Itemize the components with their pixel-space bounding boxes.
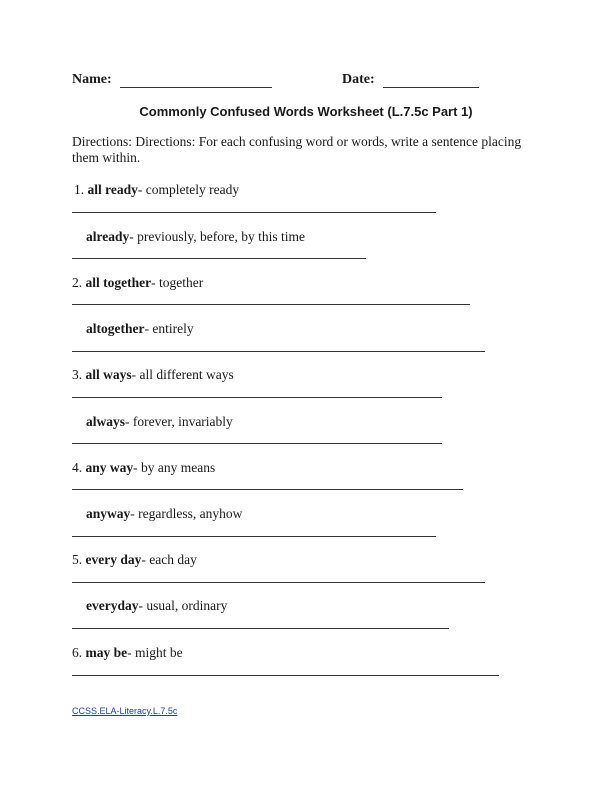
item-definition: - entirely [144, 321, 194, 336]
answer-line [72, 675, 499, 676]
item-term: every day [85, 552, 142, 567]
item-number: 2. [72, 275, 83, 290]
item-definition: - might be [127, 645, 183, 660]
name-blank-line [120, 73, 272, 88]
directions-text: Directions: Directions: For each confusing word or words, write a sentence placing them within. [72, 134, 522, 165]
date-label: Date: [342, 72, 375, 87]
standard-link[interactable]: CCSS.ELA-Literacy.L.7.5c [72, 706, 178, 716]
name-field [72, 72, 272, 88]
answer-line [72, 628, 449, 629]
item-term: all ready [87, 182, 138, 197]
item-number: 4. [72, 460, 83, 475]
item-term: all ways [85, 367, 132, 382]
item-term: always [86, 414, 126, 429]
date-field [342, 72, 479, 88]
answer-line [72, 304, 470, 305]
item-entry [86, 229, 305, 245]
item-definition: - usual, ordinary [138, 598, 228, 613]
item-term: may be [85, 645, 128, 660]
item-term: already [86, 229, 130, 244]
item-entry [72, 460, 215, 476]
item-term: any way [85, 460, 134, 475]
item-definition: - forever, invariably [125, 414, 233, 429]
answer-line [72, 536, 436, 537]
item-number: 5. [72, 552, 83, 567]
header-row [72, 72, 542, 92]
item-entry [86, 321, 194, 337]
item-entry [72, 645, 183, 661]
item-entry [86, 506, 242, 522]
answer-line [72, 258, 366, 259]
item-term: anyway [86, 506, 131, 521]
answer-line [72, 351, 485, 352]
answer-line [72, 489, 463, 490]
item-definition: - together [151, 275, 204, 290]
item-number: 6. [72, 645, 83, 660]
name-label: Name: [72, 72, 112, 87]
item-term: everyday [86, 598, 139, 613]
date-blank-line [383, 73, 479, 88]
worksheet-title: Commonly Confused Words Worksheet (L.7.5c Part 1) [139, 104, 473, 119]
item-definition: - previously, before, by this time [129, 229, 305, 244]
item-entry [72, 367, 234, 383]
item-entry [86, 598, 227, 614]
item-entry [86, 414, 233, 430]
item-definition: - regardless, anyhow [130, 506, 243, 521]
item-number: 3. [72, 367, 83, 382]
item-definition: - completely ready [137, 182, 240, 197]
answer-line [72, 397, 442, 398]
item-definition: - all different ways [131, 367, 234, 382]
item-definition: - each day [141, 552, 197, 567]
answer-line [72, 443, 442, 444]
answer-line [72, 212, 436, 213]
item-entry [74, 182, 239, 198]
item-term: all together [85, 275, 152, 290]
item-entry [72, 275, 203, 291]
item-term: altogether [86, 321, 145, 336]
answer-line [72, 582, 485, 583]
item-definition: - by any means [133, 460, 216, 475]
item-entry [72, 552, 197, 568]
item-number: 1. [74, 182, 85, 197]
